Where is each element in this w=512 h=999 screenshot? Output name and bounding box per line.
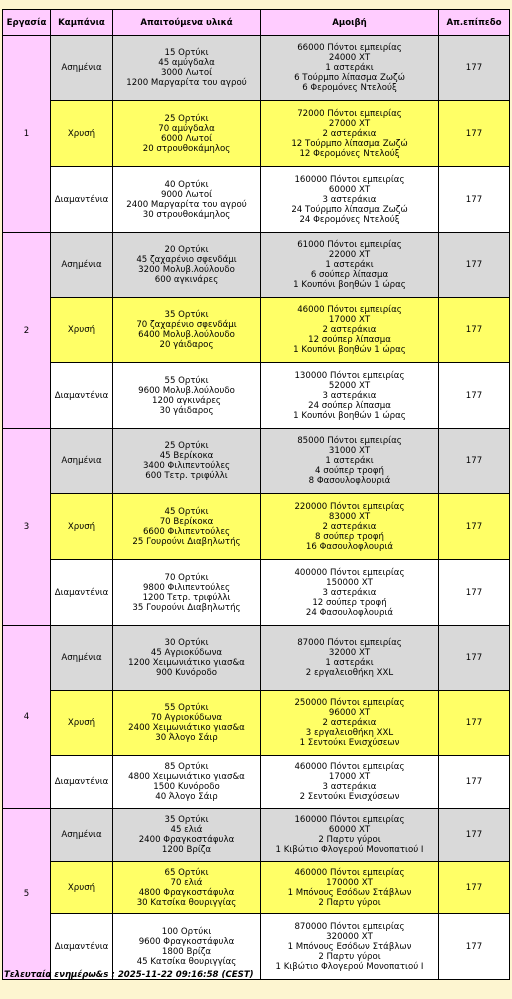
material-line: 3000 Λωτοί [160, 68, 213, 78]
material-line: 1200 Βρίζα [161, 845, 212, 855]
level-cell: 177 [439, 363, 510, 429]
reward-cell [261, 167, 439, 233]
last-updated: Τελευταία ενημέρω&s : 2025-11-22 09:16:58 (CEST) [4, 970, 254, 980]
table-row [3, 494, 510, 560]
material-line: 1200 Μαργαρίτα του αγρού [126, 78, 247, 88]
material-line: 20 στρουθοκάμηλος [142, 143, 231, 154]
materials-cell [113, 494, 261, 560]
reward-line: 6 σούπερ λίπασμα [310, 270, 389, 280]
reward-line: 61000 Πόντοι εμπειρίας [297, 240, 402, 250]
level-cell: 177 [439, 691, 510, 756]
header-task: Εργασία [3, 10, 51, 36]
campaign-cell: Ασημένια [51, 626, 113, 691]
material-line: 45 Ορτύκι [164, 506, 209, 517]
material-line: 70 Αγριοκύδωνα [150, 713, 223, 723]
header-reward: Αμοιβή [261, 10, 439, 36]
reward-line: 66000 Πόντοι εμπειρίας [297, 43, 402, 53]
task-number: 3 [3, 429, 51, 626]
reward-line: 31000 ΧΤ [328, 446, 371, 456]
material-line: 20 Ορτύκι [164, 245, 209, 255]
table-header-row [3, 10, 510, 36]
campaign-cell: Χρυσή [51, 494, 113, 560]
reward-line: 12 σούπερ λίπασμα [308, 335, 391, 345]
material-line: 6000 Λωτοί [160, 133, 213, 144]
material-line: 70 Ορτύκι [164, 572, 209, 583]
reward-line: 6 Φερομόνες Ντελούξ [302, 83, 397, 93]
materials-cell [113, 809, 261, 862]
reward-line: 8 σούπερ τροφή [315, 531, 384, 542]
campaign-cell: Διαμαντένια [51, 560, 113, 626]
reward-line: 22000 ΧΤ [328, 250, 371, 260]
reward-line: 2 αστεράκια [322, 521, 377, 532]
material-line: 15 Ορτύκι [164, 48, 209, 58]
reward-line: 1 Σεντούκι Ενισχύσεων [299, 738, 400, 748]
table-row [3, 167, 510, 233]
reward-line: 870000 Πόντοι εμπειρίας [294, 921, 405, 932]
material-line: 30 γάιδαρος [159, 405, 214, 416]
reward-line: 250000 Πόντοι εμπειρίας [294, 698, 405, 708]
campaign-cell: Διαμαντένια [51, 756, 113, 809]
reward-cell [261, 560, 439, 626]
reward-cell [261, 691, 439, 756]
reward-line: 1 αστεράκι [325, 260, 374, 270]
material-line: 1500 Κυνόροδο [153, 782, 220, 792]
table-row [3, 101, 510, 167]
reward-cell [261, 233, 439, 298]
reward-cell [261, 626, 439, 691]
reward-line: 83000 ΧΤ [328, 511, 371, 522]
material-line: 9600 Φραγκοστάφυλα [138, 936, 235, 947]
material-line: 40 Ορτύκι [164, 179, 209, 190]
level-cell: 177 [439, 862, 510, 914]
material-line: 70 ελιά [170, 877, 203, 888]
reward-cell [261, 809, 439, 862]
reward-line: 170000 ΧΤ [326, 877, 373, 888]
material-line: 70 αμύγδαλα [158, 123, 215, 134]
task-number: 1 [3, 36, 51, 233]
campaign-cell: Χρυσή [51, 862, 113, 914]
material-line: 9000 Λωτοί [160, 189, 213, 200]
reward-line: 12 Τούρμπο λίπασμα Ζωζώ [291, 138, 408, 149]
reward-line: 3 αστεράκια [322, 390, 377, 401]
reward-line: 24000 ΧΤ [328, 53, 371, 63]
material-line: 70 Βερίκοκα [159, 516, 214, 527]
materials-cell [113, 756, 261, 809]
table-row [3, 862, 510, 914]
reward-line: 220000 Πόντοι εμπειρίας [294, 501, 405, 512]
material-line: 600 Τετρ. τριφύλλι [145, 471, 228, 481]
campaign-cell: Ασημένια [51, 36, 113, 101]
reward-line: 24 Τούρμπο λίπασμα Ζωζώ [291, 204, 408, 215]
material-line: 1800 Βρίζα [161, 946, 212, 957]
reward-line: 52000 ΧΤ [328, 380, 371, 391]
materials-cell [113, 560, 261, 626]
reward-line: 46000 Πόντοι εμπειρίας [297, 305, 402, 315]
table-row [3, 691, 510, 756]
rewards-table [2, 9, 510, 980]
campaign-cell: Διαμαντένια [51, 914, 113, 980]
material-line: 2400 Μαργαρίτα του αγρού [126, 199, 247, 210]
level-cell: 177 [439, 560, 510, 626]
materials-cell [113, 233, 261, 298]
reward-line: 24 Φερομόνες Ντελούξ [299, 214, 400, 225]
level-cell: 177 [439, 494, 510, 560]
reward-line: 2 εργαλειοθήκη XXL [305, 668, 394, 678]
reward-line: 1 Κιβώτιο Φλογερού Μονοπατιού Ι [275, 845, 424, 855]
campaign-cell: Διαμαντένια [51, 167, 113, 233]
material-line: 40 Άλογο Σάιρ [155, 792, 218, 802]
table-row [3, 756, 510, 809]
material-line: 1200 αγκινάρες [152, 395, 221, 406]
material-line: 35 Ορτύκι [164, 815, 209, 825]
material-line: 55 Ορτύκι [164, 703, 209, 713]
level-cell: 177 [439, 914, 510, 980]
level-cell: 177 [439, 298, 510, 363]
reward-cell [261, 36, 439, 101]
reward-line: 460000 Πόντοι εμπειρίας [294, 867, 405, 878]
reward-line: 2 Παρτυ γύροι [318, 951, 381, 962]
campaign-cell: Ασημένια [51, 429, 113, 494]
material-line: 45 Αγριοκύδωνα [150, 648, 223, 658]
material-line: 4800 Χειμωνιάτικο γιασ&α [128, 772, 245, 782]
reward-line: 3 αστεράκια [322, 587, 377, 598]
material-line: 45 ελιά [170, 825, 203, 835]
material-line: 45 ζαχαρένιο σφενδάμι [136, 255, 237, 265]
material-line: 9600 Μολυβ.λούλουδο [138, 385, 235, 396]
reward-line: 1 Μπόνους Εσόδων Στάβλων [287, 887, 412, 898]
reward-line: 150000 ΧΤ [326, 577, 373, 588]
reward-line: 2 αστεράκια [322, 325, 377, 335]
reward-line: 2 Παρτυ γύροι [318, 835, 381, 845]
level-cell: 177 [439, 756, 510, 809]
reward-line: 12 σούπερ τροφή [312, 597, 387, 608]
reward-line: 16 Φασουλοφλουριά [305, 541, 394, 552]
material-line: 1200 Τετρ. τριφύλλι [142, 592, 231, 603]
reward-line: 3 εργαλειοθήκη XXL [305, 728, 394, 738]
material-line: 2400 Χειμωνιάτικο γιασ&α [128, 723, 245, 733]
material-line: 25 Ορτύκι [164, 441, 209, 451]
materials-cell [113, 167, 261, 233]
reward-line: 60000 ΧΤ [328, 184, 371, 195]
material-line: 30 στρουθοκάμηλος [142, 209, 231, 220]
reward-line: 87000 Πόντοι εμπειρίας [297, 638, 402, 648]
reward-line: 400000 Πόντοι εμπειρίας [294, 567, 405, 578]
materials-cell [113, 363, 261, 429]
level-cell: 177 [439, 101, 510, 167]
reward-line: 2 αστεράκια [322, 128, 377, 139]
level-cell: 177 [439, 626, 510, 691]
material-line: 6600 Φιλιπεντούλες [142, 526, 231, 537]
table-row [3, 363, 510, 429]
materials-cell [113, 298, 261, 363]
reward-cell [261, 494, 439, 560]
table-row [3, 36, 510, 101]
material-line: 3400 Φιλιπεντούλες [142, 461, 231, 471]
reward-line: 27000 ΧΤ [328, 118, 371, 129]
reward-line: 160000 Πόντοι εμπειρίας [294, 815, 405, 825]
materials-cell [113, 626, 261, 691]
table-row [3, 429, 510, 494]
reward-cell [261, 101, 439, 167]
reward-line: 8 Φασουλοφλουριά [308, 476, 391, 486]
header-materials: Απαιτούμενα υλικά [113, 10, 261, 36]
materials-cell [113, 862, 261, 914]
campaign-cell: Χρυσή [51, 691, 113, 756]
table-body [3, 36, 510, 980]
level-cell: 177 [439, 167, 510, 233]
reward-line: 32000 ΧΤ [328, 648, 371, 658]
reward-line: 1 Κιβώτιο Φλογερού Μονοπατιού Ι [275, 961, 424, 972]
reward-line: 4 σούπερ τροφή [315, 466, 384, 476]
material-line: 30 Κατσίκα θουριγγίας [136, 897, 237, 908]
task-number: 2 [3, 233, 51, 429]
reward-line: 1 Μπόνους Εσόδων Στάβλων [287, 941, 412, 952]
materials-cell [113, 429, 261, 494]
reward-line: 6 Τούρμπο λίπασμα Ζωζώ [294, 73, 405, 83]
material-line: 30 Άλογο Σάιρ [155, 733, 218, 743]
material-line: 85 Ορτύκι [164, 762, 209, 772]
reward-line: 24 σούπερ λίπασμα [308, 400, 391, 411]
material-line: 100 Ορτύκι [161, 926, 212, 937]
material-line: 3200 Μολυβ.λούλουδο [138, 265, 235, 275]
reward-line: 72000 Πόντοι εμπειρίας [297, 108, 402, 119]
materials-cell [113, 36, 261, 101]
reward-cell [261, 298, 439, 363]
reward-line: 1 Κουπόνι βοηθών 1 ώρας [293, 280, 406, 290]
campaign-cell: Διαμαντένια [51, 363, 113, 429]
reward-line: 1 Κουπόνι βοηθών 1 ώρας [293, 410, 406, 421]
table-row [3, 809, 510, 862]
reward-line: 1 αστεράκι [325, 456, 374, 466]
reward-cell [261, 756, 439, 809]
material-line: 20 γάιδαρος [159, 340, 214, 350]
level-cell: 177 [439, 809, 510, 862]
reward-cell [261, 429, 439, 494]
reward-line: 130000 Πόντοι εμπειρίας [294, 370, 405, 381]
campaign-cell: Ασημένια [51, 809, 113, 862]
reward-line: 2 Παρτυ γύροι [318, 897, 381, 908]
material-line: 900 Κυνόροδο [155, 668, 218, 678]
material-line: 45 Βερίκοκα [159, 451, 214, 461]
reward-line: 1 αστεράκι [325, 658, 374, 668]
reward-line: 60000 ΧΤ [328, 825, 371, 835]
reward-cell [261, 363, 439, 429]
materials-cell [113, 691, 261, 756]
campaign-cell: Χρυσή [51, 101, 113, 167]
task-number: 4 [3, 626, 51, 809]
material-line: 55 Ορτύκι [164, 375, 209, 386]
reward-cell [261, 862, 439, 914]
material-line: 45 αμύγδαλα [158, 58, 215, 68]
material-line: 45 Κατσίκα θουριγγίας [136, 956, 237, 967]
table-row [3, 233, 510, 298]
material-line: 70 ζαχαρένιο σφενδάμι [136, 320, 237, 330]
material-line: 35 Ορτύκι [164, 310, 209, 320]
materials-cell [113, 101, 261, 167]
reward-line: 85000 Πόντοι εμπειρίας [297, 436, 402, 446]
reward-line: 160000 Πόντοι εμπειρίας [294, 174, 405, 185]
campaign-cell: Χρυσή [51, 298, 113, 363]
header-level: Απ.επίπεδο [439, 10, 510, 36]
level-cell: 177 [439, 36, 510, 101]
reward-line: 3 αστεράκια [322, 194, 377, 205]
reward-line: 1 αστεράκι [325, 63, 374, 73]
reward-line: 17000 ΧΤ [328, 315, 371, 325]
table-row [3, 298, 510, 363]
material-line: 25 Γουρούνι Διαβηλωτής [132, 536, 241, 547]
reward-line: 2 Σεντούκι Ενισχύσεων [299, 792, 400, 802]
reward-line: 3 αστεράκια [322, 782, 377, 792]
table-row [3, 626, 510, 691]
material-line: 4800 Φραγκοστάφυλα [138, 887, 235, 898]
level-cell: 177 [439, 233, 510, 298]
reward-line: 1 Κουπόνι βοηθών 1 ώρας [293, 345, 406, 355]
material-line: 35 Γουρούνι Διαβηλωτής [132, 602, 241, 613]
material-line: 25 Ορτύκι [164, 113, 209, 124]
material-line: 30 Ορτύκι [164, 638, 209, 648]
table-row [3, 560, 510, 626]
reward-line: 17000 ΧΤ [328, 772, 371, 782]
reward-line: 320000 ΧΤ [326, 931, 373, 942]
material-line: 2400 Φραγκοστάφυλα [138, 835, 235, 845]
task-number: 5 [3, 809, 51, 980]
material-line: 1200 Χειμωνιάτικο γιασ&α [128, 658, 245, 668]
level-cell: 177 [439, 429, 510, 494]
reward-line: 24 Φασουλοφλουριά [305, 607, 394, 618]
campaign-cell: Ασημένια [51, 233, 113, 298]
reward-line: 460000 Πόντοι εμπειρίας [294, 762, 405, 772]
reward-line: 12 Φερομόνες Ντελούξ [299, 148, 400, 159]
reward-line: 2 αστεράκια [322, 718, 377, 728]
header-campaign: Καμπάνια [51, 10, 113, 36]
material-line: 9800 Φιλιπεντούλες [142, 582, 231, 593]
reward-line: 96000 ΧΤ [328, 708, 371, 718]
reward-cell [261, 914, 439, 980]
material-line: 600 αγκινάρες [154, 275, 219, 285]
material-line: 65 Ορτύκι [164, 867, 209, 878]
material-line: 6400 Μολυβ.λούλουδο [138, 330, 235, 340]
